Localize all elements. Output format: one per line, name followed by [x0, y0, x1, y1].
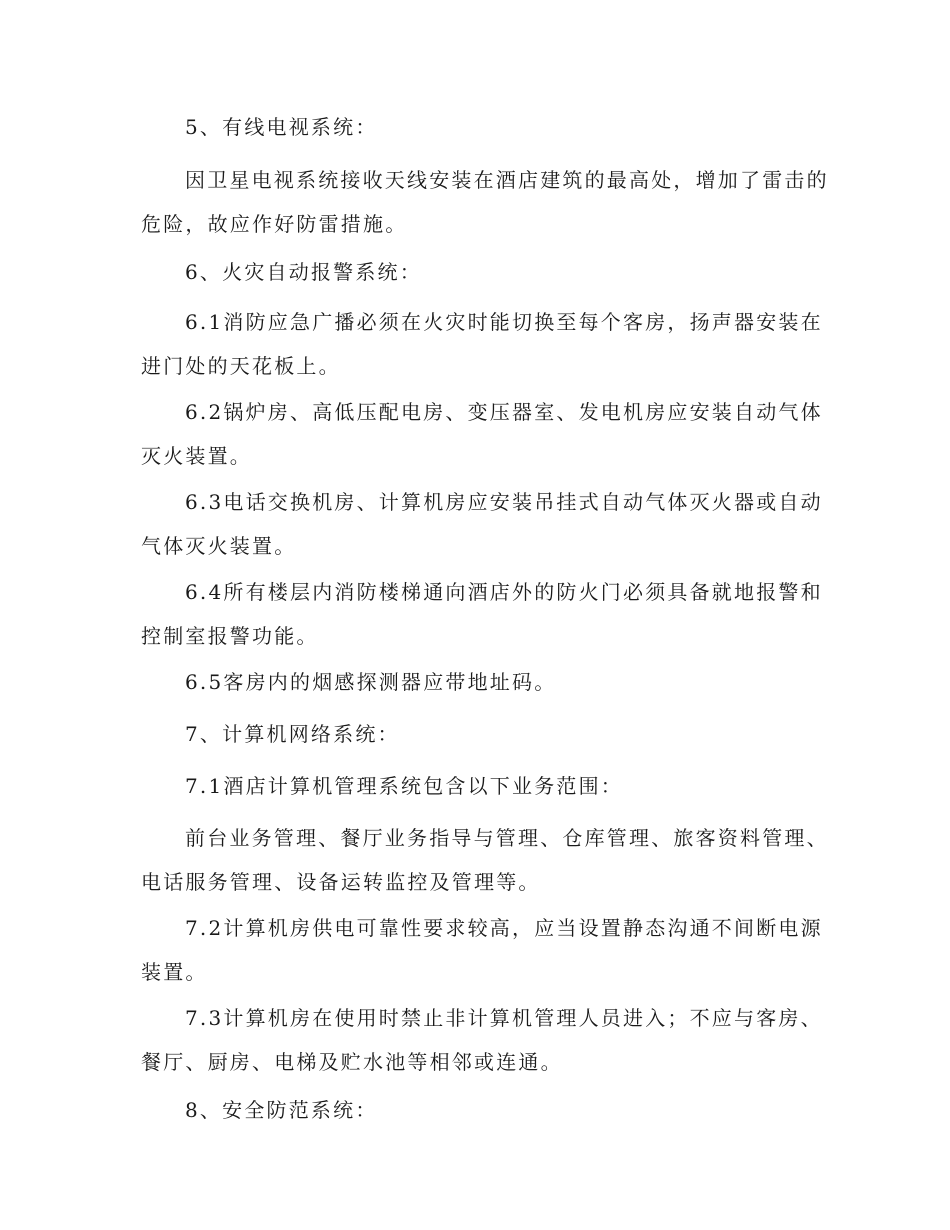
paragraph-6-4: 6.4所有楼层内消防楼梯通向酒店外的防火门必须具备就地报警和控制室报警功能。	[141, 580, 823, 648]
paragraph-6-2: 6.2锅炉房、高低压配电房、变压器室、发电机房应安装自动气体灭火装置。	[141, 400, 823, 468]
paragraph-satellite-lightning: 因卫星电视系统接收天线安装在酒店建筑的最高处，增加了雷击的危险，故应作好防雷措施。	[141, 168, 829, 236]
paragraph-6-5: 6.5客房内的烟感探测器应带地址码。	[185, 670, 557, 694]
heading-6-fire-alarm: 6、火灾自动报警系统：	[185, 260, 422, 284]
paragraph-business-scope: 前台业务管理、餐厅业务指导与管理、仓库管理、旅客资料管理、电话服务管理、设备运转监控及管理等。	[141, 826, 829, 894]
paragraph-6-3: 6.3电话交换机房、计算机房应安装吊挂式自动气体灭火器或自动气体灭火装置。	[141, 490, 823, 558]
paragraph-7-2: 7.2计算机房供电可靠性要求较高，应当设置静态沟通不间断电源装置。	[141, 916, 823, 984]
paragraph-6-1: 6.1消防应急广播必须在火灾时能切换至每个客房，扬声器安装在进门处的天花板上。	[141, 310, 823, 378]
paragraph-7-3: 7.3计算机房在使用时禁止非计算机管理人员进入；不应与客房、餐厅、厨房、电梯及贮水池等相邻或连通。	[141, 1006, 823, 1074]
heading-7-computer-network: 7、计算机网络系统：	[185, 722, 400, 746]
heading-8-security: 8、安全防范系统：	[185, 1098, 378, 1122]
paragraph-7-1: 7.1酒店计算机管理系统包含以下业务范围：	[185, 774, 624, 798]
heading-5-cable-tv: 5、有线电视系统：	[185, 115, 378, 139]
